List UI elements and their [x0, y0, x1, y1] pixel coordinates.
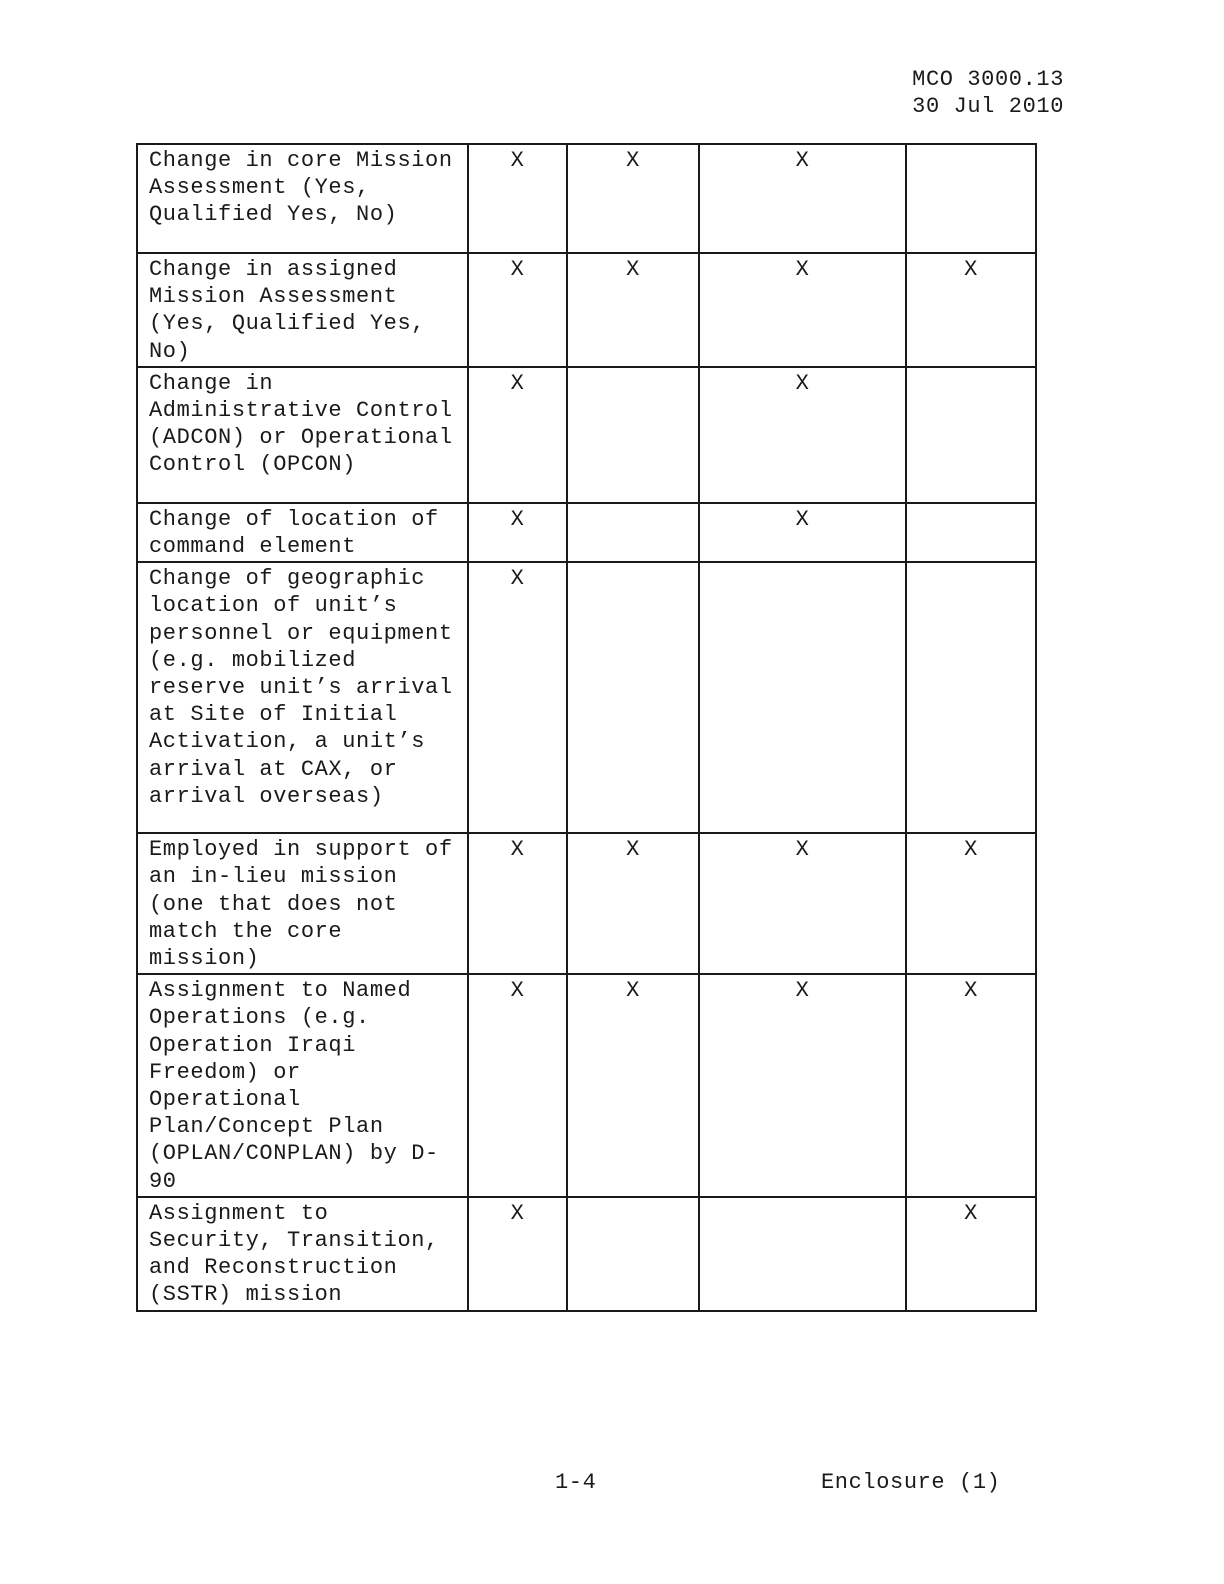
mark-cell: X [906, 1197, 1036, 1311]
mark-cell: X [906, 833, 1036, 974]
document-header [912, 66, 1064, 120]
page-number: 1-4 [555, 1470, 597, 1495]
mark-cell [567, 503, 699, 562]
table-row [137, 144, 1036, 253]
mark-cell: X [468, 253, 567, 367]
event-description: Change in Administrative Control (ADCON) or Operational Control (OPCON) [137, 367, 468, 503]
table-row [137, 1197, 1036, 1311]
mark-cell: X [906, 974, 1036, 1197]
event-description: Change of geographic location of unit’s personnel or equipment (e.g. mobilized reserve unit’s arrival at Site of Initial Activation, a unit’s arrival at CAX, or arrival overseas) [137, 562, 468, 833]
mark-cell [906, 367, 1036, 503]
mark-cell: X [468, 974, 567, 1197]
mark-cell [567, 562, 699, 833]
mark-cell [906, 503, 1036, 562]
table-row [137, 253, 1036, 367]
mark-cell [699, 562, 906, 833]
mark-cell: X [468, 1197, 567, 1311]
table-row [137, 833, 1036, 974]
mark-cell: X [699, 974, 906, 1197]
mark-cell: X [699, 503, 906, 562]
event-description: Assignment to Named Operations (e.g. Operation Iraqi Freedom) or Operational Plan/Concept Plan (OPLAN/CONPLAN) by D-90 [137, 974, 468, 1197]
mark-cell: X [699, 367, 906, 503]
mark-cell: X [567, 253, 699, 367]
mark-cell: X [567, 974, 699, 1197]
table-row [137, 367, 1036, 503]
order-number: MCO 3000.13 [912, 67, 1064, 92]
mark-cell: X [699, 144, 906, 253]
mark-cell: X [567, 833, 699, 974]
reporting-requirements-table [136, 143, 1037, 1312]
mark-cell: X [468, 562, 567, 833]
mark-cell: X [468, 503, 567, 562]
enclosure-label: Enclosure (1) [821, 1470, 1001, 1495]
event-description: Change of location of command element [137, 503, 468, 562]
mark-cell [699, 1197, 906, 1311]
mark-cell: X [699, 833, 906, 974]
table-row [137, 562, 1036, 833]
event-description: Assignment to Security, Transition, and Reconstruction (SSTR) mission [137, 1197, 468, 1311]
event-description: Employed in support of an in-lieu mission (one that does not match the core mission) [137, 833, 468, 974]
mark-cell [567, 367, 699, 503]
mark-cell [567, 1197, 699, 1311]
order-date: 30 Jul 2010 [912, 94, 1064, 119]
mark-cell [906, 144, 1036, 253]
mark-cell: X [567, 144, 699, 253]
mark-cell: X [699, 253, 906, 367]
table-row [137, 974, 1036, 1197]
event-description: Change in assigned Mission Assessment (Yes, Qualified Yes, No) [137, 253, 468, 367]
event-description: Change in core Mission Assessment (Yes, Qualified Yes, No) [137, 144, 468, 253]
mark-cell: X [906, 253, 1036, 367]
mark-cell [906, 562, 1036, 833]
table-row [137, 503, 1036, 562]
mark-cell: X [468, 144, 567, 253]
mark-cell: X [468, 367, 567, 503]
mark-cell: X [468, 833, 567, 974]
